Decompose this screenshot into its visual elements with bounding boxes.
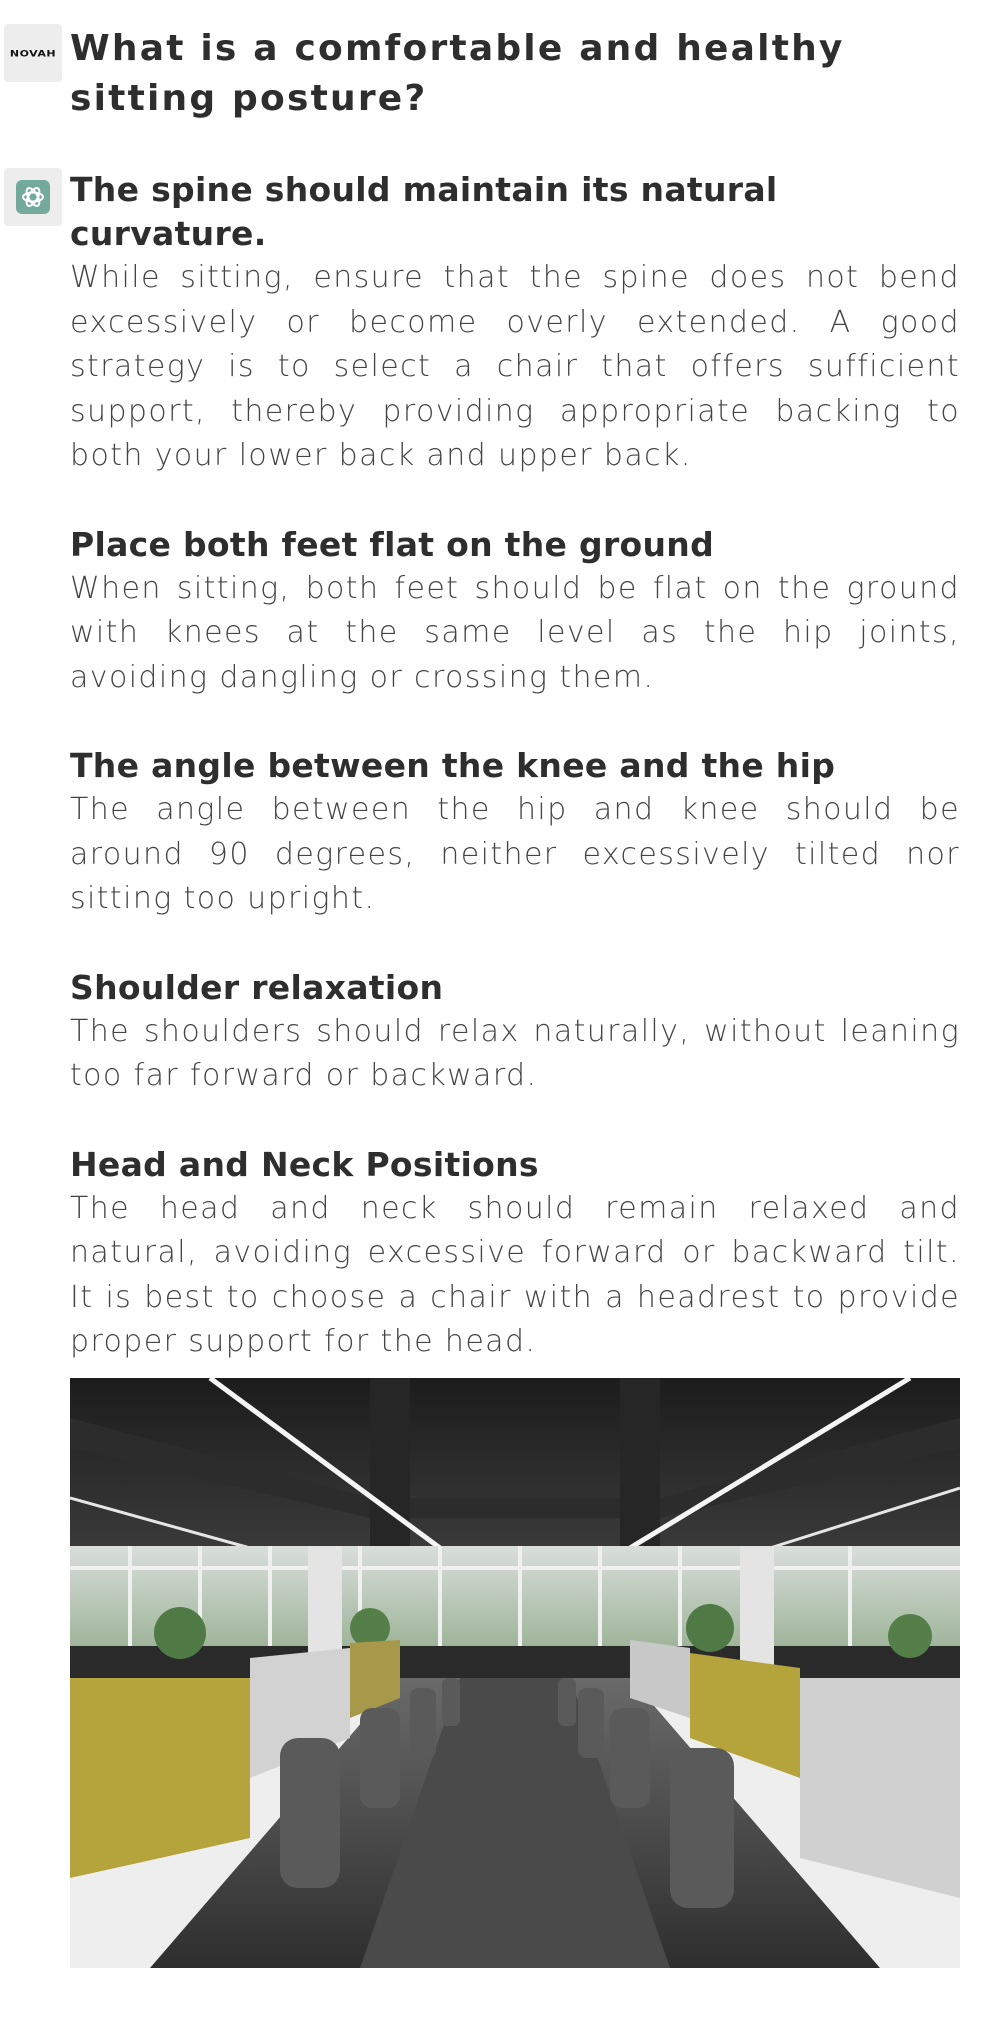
section-body: The shoulders should relax naturally, without leaning too far forward or backward. — [70, 1013, 960, 1093]
section-body: The head and neck should remain relaxed and natural, avoiding excessive forward or backward tilt. It is best to choose a chair with a headrest to provide proper support for the head. — [70, 1190, 960, 1359]
section-body: When sitting, both feet should be flat on the ground with knees at the same level as the hip joints, avoiding dangling or crossing them. — [70, 570, 960, 695]
assistant-avatar — [4, 168, 62, 226]
novah-logo: NOVAH — [9, 47, 57, 59]
section-heading: The spine should maintain its natural curvature. — [70, 170, 778, 253]
section-body: The angle between the hip and knee should be around 90 degrees, neither excessively tilted nor sitting too upright. — [70, 792, 960, 916]
openai-logo-icon — [16, 180, 50, 214]
section-heading: Place both feet flat on the ground — [70, 524, 714, 564]
answer-section-head-neck — [70, 1143, 960, 1365]
user-question: What is a comfortable and healthy sitting posture? — [70, 28, 845, 119]
answer-section-knee-hip — [70, 744, 960, 922]
section-heading: Head and Neck Positions — [70, 1144, 539, 1184]
answer-section-feet — [70, 523, 960, 701]
user-avatar — [4, 24, 62, 82]
section-body: While sitting, ensure that the spine does not bend excessively or become overly extended. A good strategy is to select a chair that offers sufficient support, thereby providing appropriate backing to both your lower back and upper back. — [70, 260, 960, 473]
answer-section-shoulder — [70, 966, 960, 1099]
office-photo — [70, 1378, 960, 1968]
assistant-answer — [70, 168, 960, 1409]
section-heading: Shoulder relaxation — [70, 967, 444, 1007]
answer-section-spine — [70, 168, 960, 479]
section-heading: The angle between the knee and the hip — [70, 746, 836, 785]
